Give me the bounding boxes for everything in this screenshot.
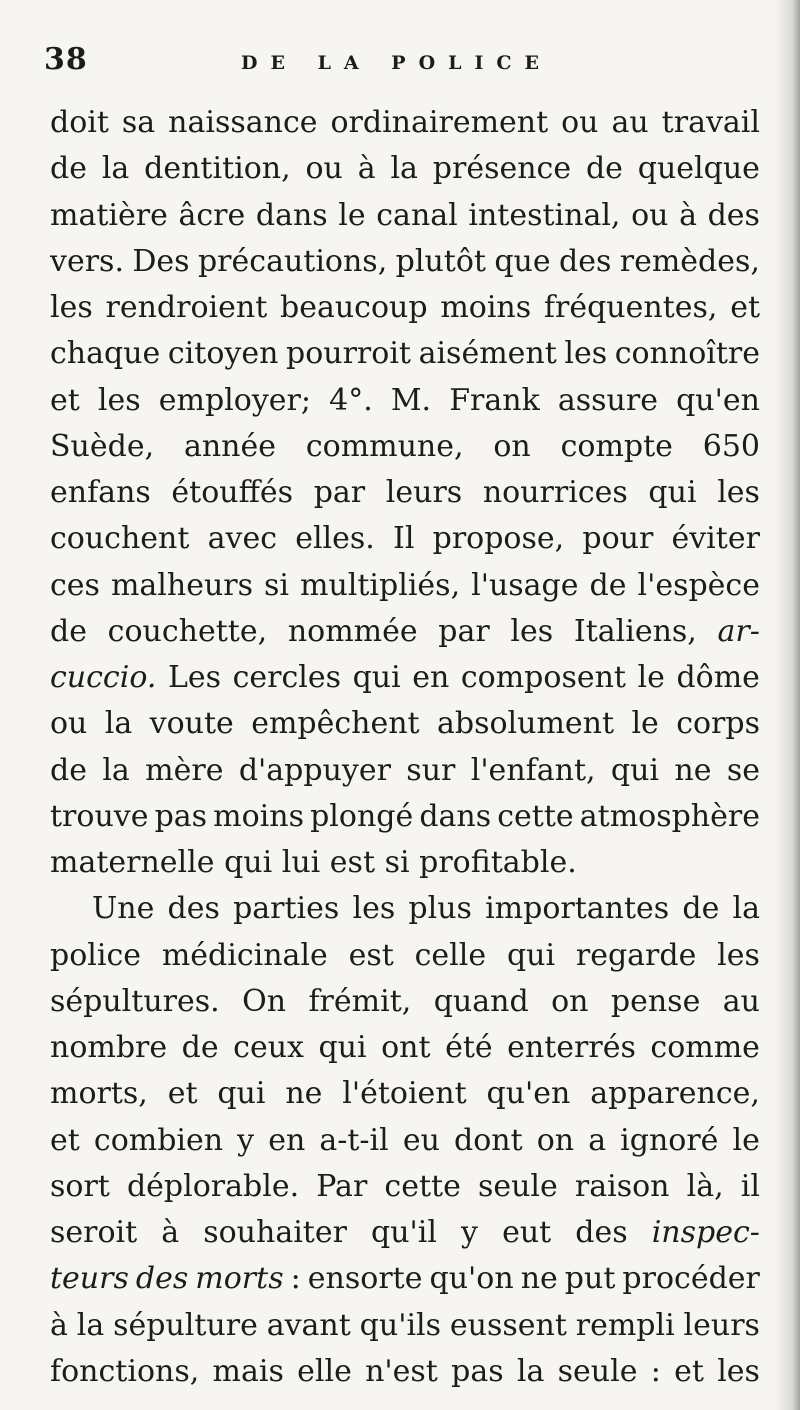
text-word: en bbox=[268, 1122, 306, 1158]
text-word: étouffés bbox=[171, 475, 294, 510]
text-word: sort bbox=[50, 1168, 110, 1204]
text-line bbox=[50, 146, 760, 192]
text-word: précautions, bbox=[197, 243, 388, 279]
text-word: elle bbox=[297, 1353, 352, 1389]
running-title: DE LA POLICE bbox=[241, 52, 552, 74]
text-word: souhaiter bbox=[203, 1215, 347, 1250]
text-line bbox=[50, 1164, 760, 1210]
text-word: qui bbox=[352, 660, 401, 695]
text-line bbox=[50, 748, 760, 794]
text-word: commune, bbox=[305, 428, 464, 464]
text-word: rendroient bbox=[105, 290, 268, 325]
text-word: Par bbox=[316, 1168, 368, 1204]
page-number: 38 bbox=[44, 42, 88, 77]
text-word: procéder bbox=[622, 1261, 760, 1297]
text-word: plus bbox=[408, 891, 472, 927]
text-word: nommée bbox=[287, 613, 418, 649]
text-word: raison bbox=[574, 1168, 670, 1204]
text-word: chaque bbox=[50, 336, 161, 372]
text-word: multipliés, bbox=[300, 567, 461, 603]
text-word: eussent bbox=[449, 1307, 567, 1343]
text-word: au bbox=[722, 983, 760, 1019]
text-word: parties bbox=[233, 891, 340, 927]
text-word: leurs bbox=[385, 475, 463, 510]
text-line bbox=[50, 701, 760, 747]
text-word: propose, bbox=[432, 521, 565, 557]
text-word: ou bbox=[50, 706, 88, 742]
text-word: la bbox=[732, 891, 760, 927]
text-word: morts bbox=[195, 1261, 284, 1297]
text-word: trouve bbox=[50, 798, 149, 834]
text-word: sur bbox=[406, 752, 456, 788]
page-gutter-shadow bbox=[774, 0, 800, 1410]
text-word: des bbox=[559, 243, 612, 279]
text-word: frémit, bbox=[308, 983, 412, 1019]
text-word: atmosphère bbox=[579, 798, 760, 834]
text-word: et bbox=[50, 1122, 80, 1158]
text-word: 4°. bbox=[329, 382, 373, 418]
text-line bbox=[50, 1118, 760, 1164]
text-word: qu'en bbox=[486, 1076, 571, 1112]
text-word: qu'il bbox=[371, 1215, 437, 1250]
text-line bbox=[50, 100, 760, 146]
text-word: Frank bbox=[449, 382, 540, 418]
text-line bbox=[50, 886, 760, 932]
text-line bbox=[50, 655, 760, 701]
text-line bbox=[50, 516, 760, 562]
text-word: le bbox=[631, 706, 659, 742]
text-word: de bbox=[50, 752, 87, 788]
text-word: la bbox=[102, 752, 130, 788]
text-word: les bbox=[510, 613, 554, 649]
text-word: qui bbox=[318, 1030, 367, 1065]
text-word: sa bbox=[121, 105, 156, 140]
text-word: On bbox=[242, 983, 287, 1019]
text-word: quelque bbox=[637, 151, 760, 187]
text-word: de bbox=[181, 1030, 219, 1065]
text-word: là, bbox=[686, 1168, 724, 1204]
text-word: cercles bbox=[232, 660, 342, 695]
text-word: qu'on bbox=[429, 1261, 514, 1297]
text-word: cette bbox=[384, 1168, 461, 1204]
text-word: put bbox=[564, 1261, 616, 1297]
text-word: dentition, bbox=[144, 151, 291, 187]
text-word: rempli bbox=[575, 1307, 675, 1343]
text-word: moins bbox=[213, 798, 304, 834]
text-word: pense bbox=[610, 983, 701, 1019]
text-word: de bbox=[589, 567, 627, 603]
text-line bbox=[50, 193, 760, 239]
text-word: la bbox=[516, 1353, 545, 1389]
text-word: employer; bbox=[158, 382, 311, 418]
text-word: corps bbox=[676, 706, 760, 742]
text-word: dôme bbox=[676, 660, 760, 695]
text-word: Il bbox=[393, 521, 415, 557]
text-word: on bbox=[493, 428, 531, 464]
text-word: seroit bbox=[50, 1215, 138, 1250]
text-word: y bbox=[461, 1215, 478, 1250]
text-line bbox=[50, 1349, 760, 1395]
text-word: couchent bbox=[50, 521, 190, 557]
text-line bbox=[50, 378, 760, 424]
text-word: n'est bbox=[365, 1353, 438, 1389]
text-word: la bbox=[101, 151, 130, 187]
text-word: ceux bbox=[233, 1030, 304, 1065]
text-word: police bbox=[50, 937, 142, 973]
text-word: déplorable. bbox=[126, 1168, 300, 1204]
text-word: on bbox=[551, 983, 589, 1019]
text-word: qui bbox=[648, 475, 697, 510]
text-word: qu'en bbox=[676, 382, 760, 418]
text-word: comme bbox=[650, 1030, 760, 1065]
text-word: si bbox=[264, 567, 290, 603]
text-word: la bbox=[390, 151, 418, 187]
text-line bbox=[50, 1256, 760, 1302]
text-word: aisément bbox=[418, 336, 557, 372]
text-word: leurs bbox=[683, 1307, 760, 1343]
text-word: la bbox=[104, 706, 133, 742]
text-word: ces bbox=[50, 567, 100, 603]
text-word: avant bbox=[266, 1307, 351, 1343]
text-word: médicinale bbox=[161, 937, 328, 973]
text-line bbox=[50, 979, 760, 1025]
text-word: citoyen bbox=[167, 336, 279, 372]
text-word: celle bbox=[414, 937, 487, 973]
text-word: teurs bbox=[50, 1261, 129, 1297]
text-word: l'espèce bbox=[637, 567, 760, 603]
text-word: quand bbox=[433, 983, 529, 1019]
text-word: dans bbox=[419, 798, 492, 834]
text-line bbox=[50, 794, 760, 840]
text-word: M. bbox=[390, 382, 432, 418]
text-word: morts, bbox=[50, 1076, 148, 1112]
text-word: si bbox=[384, 845, 410, 880]
text-word: Les bbox=[167, 660, 222, 695]
text-word: eu bbox=[402, 1122, 440, 1158]
text-word: inspec- bbox=[651, 1215, 760, 1250]
text-word: est bbox=[348, 937, 394, 973]
text-word: des bbox=[167, 891, 220, 927]
text-word: il bbox=[740, 1168, 760, 1204]
text-word: beaucoup bbox=[280, 290, 428, 325]
text-word: absolument bbox=[437, 706, 615, 742]
text-word: : bbox=[650, 1353, 661, 1389]
text-word: ou bbox=[631, 197, 669, 233]
text-word: voute bbox=[149, 706, 234, 742]
text-word: en bbox=[412, 660, 450, 695]
text-word: enfans bbox=[50, 475, 151, 510]
text-word: la bbox=[76, 1307, 105, 1343]
text-word: les bbox=[97, 382, 141, 418]
text-word: est bbox=[329, 845, 376, 880]
text-word: vers. bbox=[50, 243, 124, 279]
text-word: regarde bbox=[575, 937, 697, 973]
text-word: mère bbox=[145, 752, 224, 788]
text-line bbox=[50, 239, 760, 285]
text-word: pourroit bbox=[286, 336, 411, 372]
text-word: sépultures. bbox=[50, 983, 220, 1019]
text-word: a-t-il bbox=[319, 1122, 389, 1158]
text-word: et bbox=[674, 1353, 704, 1389]
text-word: travail bbox=[661, 105, 760, 140]
text-word: ont bbox=[381, 1030, 431, 1065]
text-word: qui bbox=[506, 937, 556, 973]
text-word: de bbox=[50, 151, 87, 187]
text-word: pas bbox=[154, 798, 208, 834]
text-word: on bbox=[536, 1122, 575, 1158]
text-word: y bbox=[237, 1122, 255, 1158]
text-word: compte bbox=[560, 428, 673, 464]
text-word: qu'ils bbox=[359, 1307, 442, 1343]
text-line bbox=[50, 285, 760, 331]
text-word: plongé bbox=[310, 798, 414, 834]
text-word: cette bbox=[497, 798, 574, 834]
text-word: à bbox=[50, 1307, 68, 1343]
text-word: Une bbox=[92, 891, 155, 927]
text-word: l'enfant, bbox=[470, 752, 596, 788]
text-word: nourrices bbox=[482, 475, 628, 510]
text-word: pour bbox=[582, 521, 654, 557]
text-word: connoître bbox=[614, 336, 760, 372]
text-word: importantes bbox=[485, 891, 670, 927]
text-word: le bbox=[338, 197, 366, 233]
text-word: à bbox=[161, 1215, 180, 1250]
text-word: l'étoient bbox=[342, 1076, 467, 1112]
text-line bbox=[50, 1210, 760, 1256]
text-word: les bbox=[50, 290, 93, 325]
text-line bbox=[50, 470, 760, 516]
text-word: naissance bbox=[168, 105, 318, 140]
text-word: par bbox=[313, 475, 366, 510]
text-line bbox=[50, 609, 760, 655]
text-word: ar- bbox=[717, 613, 760, 649]
text-word: et bbox=[730, 290, 760, 325]
text-word: mais bbox=[212, 1353, 284, 1389]
text-line bbox=[50, 1025, 760, 1071]
text-line bbox=[50, 424, 760, 470]
text-word: plutôt bbox=[395, 243, 486, 279]
page-text bbox=[50, 100, 760, 1395]
text-line bbox=[50, 1303, 760, 1349]
text-word: 650 bbox=[702, 428, 760, 464]
text-word: des bbox=[135, 1261, 189, 1297]
text-word: enterrés bbox=[507, 1030, 636, 1065]
text-word: seule bbox=[557, 1353, 638, 1389]
text-line bbox=[50, 331, 760, 377]
text-word: ou bbox=[305, 151, 343, 187]
text-word: ou bbox=[561, 105, 599, 140]
text-word: qui bbox=[217, 1076, 266, 1112]
text-word: que bbox=[494, 243, 551, 279]
text-word: nombre bbox=[50, 1030, 168, 1065]
text-word: les bbox=[717, 1353, 760, 1389]
text-word: remèdes, bbox=[619, 243, 760, 279]
text-word: Des bbox=[132, 243, 190, 279]
text-word: le bbox=[637, 660, 665, 695]
text-word: fréquentes, bbox=[543, 290, 718, 325]
text-word: pas bbox=[451, 1353, 504, 1389]
text-word: au bbox=[611, 105, 649, 140]
text-word: profitable. bbox=[419, 845, 577, 880]
text-word: seule bbox=[477, 1168, 558, 1204]
text-word: par bbox=[438, 613, 490, 649]
text-word: combien bbox=[93, 1122, 224, 1158]
text-word: Suède, bbox=[50, 428, 155, 464]
text-word: présence bbox=[432, 151, 572, 187]
text-word: ordinairement bbox=[330, 105, 549, 140]
text-word: l'usage bbox=[471, 567, 579, 603]
text-word: été bbox=[445, 1030, 493, 1065]
text-word: lui bbox=[281, 845, 321, 880]
text-word: elles. bbox=[295, 521, 375, 557]
text-word: âcre bbox=[178, 197, 246, 233]
text-word: intestinal, bbox=[468, 197, 621, 233]
text-word: des bbox=[575, 1215, 628, 1250]
text-word: composent bbox=[460, 660, 626, 695]
text-word: qui bbox=[224, 845, 273, 880]
text-word: doit bbox=[50, 105, 109, 140]
text-word: les bbox=[352, 891, 396, 927]
text-word: ne bbox=[285, 1076, 323, 1112]
text-word: ne bbox=[520, 1261, 558, 1297]
text-word: les bbox=[564, 336, 608, 372]
text-word: ignoré bbox=[620, 1122, 719, 1158]
text-word: fonctions, bbox=[50, 1353, 200, 1389]
text-word: et bbox=[50, 382, 80, 418]
text-word: matière bbox=[50, 197, 168, 233]
text-word: avec bbox=[207, 521, 278, 557]
text-word: des bbox=[707, 197, 760, 233]
text-word: de bbox=[585, 151, 623, 187]
text-line bbox=[50, 563, 760, 609]
text-word: dans bbox=[255, 197, 328, 233]
text-word: canal bbox=[376, 197, 458, 233]
page-header bbox=[36, 40, 756, 90]
text-word: maternelle bbox=[50, 845, 215, 880]
text-word: d'appuyer bbox=[238, 752, 391, 788]
text-word: de bbox=[50, 613, 87, 649]
text-word: ensorte bbox=[307, 1261, 423, 1297]
text-word: de bbox=[682, 891, 720, 927]
text-word: assure bbox=[557, 382, 658, 418]
text-line bbox=[50, 1071, 760, 1117]
text-line bbox=[50, 933, 760, 979]
text-word: cuccio. bbox=[50, 660, 157, 695]
text-word: apparence, bbox=[590, 1076, 760, 1112]
text-word: se bbox=[726, 752, 760, 788]
text-word: à bbox=[679, 197, 697, 233]
text-word: empêchent bbox=[251, 706, 420, 742]
text-word: eut bbox=[502, 1215, 552, 1250]
text-word: ne bbox=[674, 752, 712, 788]
text-word: Italiens, bbox=[573, 613, 697, 649]
text-word: éviter bbox=[671, 521, 760, 557]
text-word: à bbox=[357, 151, 376, 187]
text-word: et bbox=[167, 1076, 198, 1112]
text-word: le bbox=[732, 1122, 760, 1158]
text-line bbox=[50, 840, 760, 886]
text-word: année bbox=[183, 428, 276, 464]
text-word: les bbox=[717, 475, 760, 510]
text-word: couchette, bbox=[107, 613, 268, 649]
text-word: moins bbox=[440, 290, 532, 325]
text-word: qui bbox=[610, 752, 660, 788]
text-word: : bbox=[290, 1261, 301, 1297]
text-word: a bbox=[588, 1122, 607, 1158]
text-word: sépulture bbox=[113, 1307, 258, 1343]
text-word: les bbox=[717, 937, 760, 973]
text-word: dont bbox=[453, 1122, 523, 1158]
text-word: malheurs bbox=[110, 567, 254, 603]
